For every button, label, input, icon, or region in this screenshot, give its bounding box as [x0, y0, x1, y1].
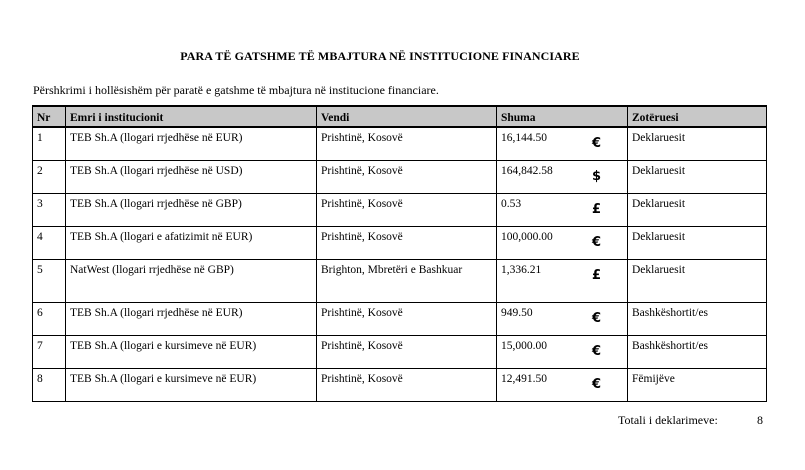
cell-owner: Deklaruesit [628, 160, 767, 193]
cell-institution-name: TEB Sh.A (llogari e kursimeve në EUR) [66, 335, 317, 368]
section-description: Përshkrimi i hollësishëm për paratë e gatshme të mbajtura në institucione financiare. [33, 83, 439, 97]
total-label: Totali i deklarimeve: [618, 413, 718, 427]
cell-country: Prishtinë, Kosovë [317, 127, 497, 160]
cell-institution-name: TEB Sh.A (llogari rrjedhëse në EUR) [66, 302, 317, 335]
table-row [33, 127, 767, 160]
cell-nr: 5 [33, 259, 66, 302]
cell-nr: 6 [33, 302, 66, 335]
page-title: PARA TË GATSHME TË MBAJTURA NË INSTITUCIONE FINANCIARE [180, 49, 580, 63]
header-institution-name: Emri i institucionit [66, 106, 317, 127]
header-nr: Nr [33, 106, 66, 127]
cell-owner: Fëmijëve [628, 368, 767, 401]
cell-country: Prishtinë, Kosovë [317, 226, 497, 259]
cell-owner: Bashkëshortit/es [628, 335, 767, 368]
cell-institution-name: TEB Sh.A (llogari e afatizimit në EUR) [66, 226, 317, 259]
cell-owner: Deklaruesit [628, 193, 767, 226]
amount-value: 100,000.00 [501, 230, 553, 243]
total-value: 8 [757, 413, 763, 427]
cell-amount [497, 226, 628, 259]
cell-amount [497, 302, 628, 335]
cell-institution-name: TEB Sh.A (llogari rrjedhëse në GBP) [66, 193, 317, 226]
table-row [33, 160, 767, 193]
cell-nr: 1 [33, 127, 66, 160]
header-owner: Zotëruesi [628, 106, 767, 127]
amount-value: 949.50 [501, 306, 533, 319]
cell-institution-name: TEB Sh.A (llogari rrjedhëse në EUR) [66, 127, 317, 160]
amount-value: 164,842.58 [501, 164, 553, 177]
table-header [33, 106, 767, 127]
total-declarations [618, 413, 763, 428]
table-body [33, 127, 767, 401]
cell-nr: 4 [33, 226, 66, 259]
cell-amount [497, 127, 628, 160]
cell-amount [497, 335, 628, 368]
cell-institution-name: TEB Sh.A (llogari rrjedhëse në USD) [66, 160, 317, 193]
header-row [33, 106, 767, 127]
cell-owner: Deklaruesit [628, 259, 767, 302]
cell-nr: 8 [33, 368, 66, 401]
cell-nr: 7 [33, 335, 66, 368]
cell-nr: 2 [33, 160, 66, 193]
cell-institution-name: TEB Sh.A (llogari e kursimeve në EUR) [66, 368, 317, 401]
currency-symbol: € [591, 343, 601, 359]
table-row [33, 368, 767, 401]
cell-amount [497, 259, 628, 302]
amount-value: 1,336.21 [501, 263, 542, 276]
cell-country: Prishtinë, Kosovë [317, 160, 497, 193]
currency-symbol: $ [591, 168, 601, 184]
currency-symbol: £ [591, 267, 601, 283]
financial-institutions-table [32, 105, 767, 402]
header-country: Vendi [317, 106, 497, 127]
cell-owner: Deklaruesit [628, 226, 767, 259]
table-row [33, 193, 767, 226]
currency-symbol: € [591, 376, 601, 392]
cell-country: Prishtinë, Kosovë [317, 193, 497, 226]
table-row [33, 335, 767, 368]
cell-nr: 3 [33, 193, 66, 226]
header-amount: Shuma [497, 106, 628, 127]
table-row [33, 302, 767, 335]
table-row [33, 226, 767, 259]
cell-country: Prishtinë, Kosovë [317, 302, 497, 335]
table-row [33, 259, 767, 302]
amount-value: 15,000.00 [501, 339, 547, 352]
currency-symbol: £ [591, 201, 601, 217]
currency-symbol: € [591, 310, 601, 326]
amount-value: 12,491.50 [501, 372, 547, 385]
cell-institution-name: NatWest (llogari rrjedhëse në GBP) [66, 259, 317, 302]
cell-country: Prishtinë, Kosovë [317, 335, 497, 368]
amount-value: 16,144.50 [501, 132, 547, 144]
amount-value: 0.53 [501, 197, 522, 210]
cell-amount [497, 368, 628, 401]
cell-amount [497, 193, 628, 226]
cell-owner: Bashkëshortit/es [628, 302, 767, 335]
cell-country: Brighton, Mbretëri e Bashkuar [317, 259, 497, 302]
currency-symbol: € [591, 136, 601, 151]
cell-country: Prishtinë, Kosovë [317, 368, 497, 401]
currency-symbol: € [591, 234, 601, 250]
cell-owner: Deklaruesit [628, 127, 767, 160]
cell-amount [497, 160, 628, 193]
